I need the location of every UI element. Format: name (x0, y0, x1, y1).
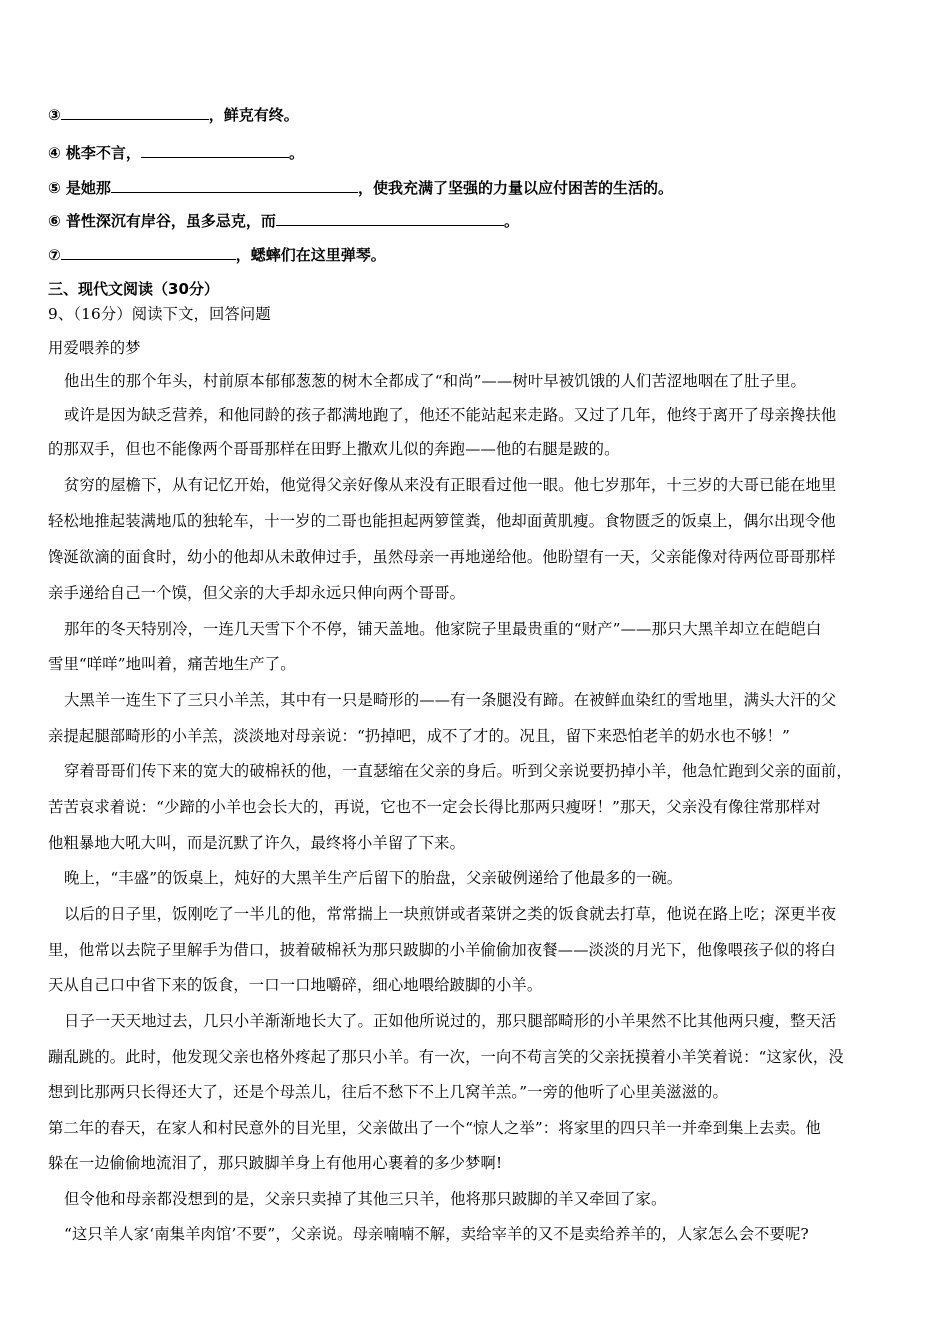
paragraph-line: 晚上，“丰盛”的饭桌上，炖好的大黑羊生产后留下的胎盘，父亲破例递给了他最多的一碗。 (64, 869, 683, 887)
paragraph-line: 以后的日子里，饭刚吃了一半儿的他，常常揣上一块煎饼或者菜饼之类的饭食就去打草，他说在路上吃；深更半夜 (64, 905, 837, 923)
paragraph-line: 苦苦哀求着说：“少蹄的小羊也会长大的，再说，它也不一定会长得比那两只瘦呀！”那天，父亲没有像往常那样对 (48, 798, 821, 816)
answer-blank-6[interactable] (276, 211, 504, 226)
blank-5-text-after: ，使我充满了坚强的力量以应付困苦的生活的。 (357, 179, 673, 197)
paragraph-line: 他粗暴地大吼大叫，而是沉默了许久，最终将小羊留了下来。 (48, 834, 466, 852)
paragraph-line: 亲提起腿部畸形的小羊羔，淡淡地对母亲说：“扔掉吧，成不了才的。况且，留下来恐怕老羊的奶水也不够！” (48, 727, 790, 745)
paragraph-line: 第二年的春天，在家人和村民意外的目光里，父亲做出了一个“惊人之举”：将家里的四只羊一并牵到集上去卖。他 (48, 1119, 821, 1137)
paragraph-line: 蹦乱跳的。此时，他发现父亲也格外疼起了那只小羊。有一次，一向不苟言笑的父亲抚摸着小羊笑着说：“这家伙，没 (48, 1048, 844, 1066)
blank-3-number: ③ (48, 106, 61, 124)
article-title: 用爱喂养的梦 (48, 339, 141, 357)
blank-6-text-after: 。 (503, 212, 519, 230)
blank-4-text-after: 。 (288, 144, 304, 162)
fill-blank-5 (48, 177, 910, 198)
paragraph-line: 想到比那两只长得还大了，还是个母羔儿，往后不愁下不上几窝羊羔。”一旁的他听了心里美滋滋的。 (48, 1083, 728, 1101)
question-prompt: 9、（16分）阅读下文，回答问题 (48, 305, 271, 323)
blank-4-text-before: ④ 桃李不言， (48, 144, 141, 162)
answer-blank-3[interactable] (61, 105, 209, 120)
paragraph-line: 穿着哥哥们传下来的宽大的破棉袄的他，一直瑟缩在父亲的身后。听到父亲说要扔掉小羊，他急忙跑到父亲的面前， (64, 762, 852, 780)
paragraph-line: 躲在一边偷偷地流泪了，那只跛脚羊身上有他用心裹着的多少梦啊! (48, 1154, 503, 1172)
paragraph-line: 里，他常以去院子里解手为借口，披着破棉袄为那只跛脚的小羊偷偷加夜餐——淡淡的月光下，他像喂孩子似的将白 (48, 941, 836, 959)
fill-blank-6 (48, 210, 910, 231)
paragraph-line: “这只羊人家‘南集羊肉馆’不要”，父亲说。母亲喃喃不解，卖给宰羊的又不是卖给养羊的，人家怎么会不要呢? (64, 1225, 809, 1243)
paragraph-line: 天从自己口中省下来的饭食，一口一口地嚼碎，细心地喂给跛脚的小羊。 (48, 976, 543, 994)
paragraph-line: 贫穷的屋檐下，从有记忆开始，他觉得父亲好像从来没有正眼看过他一眼。他七岁那年，十三岁的大哥已能在地里 (64, 476, 837, 494)
answer-blank-5[interactable] (111, 178, 358, 193)
blank-5-text-before: ⑤ 是她那 (48, 179, 111, 197)
fill-blank-4 (48, 142, 910, 163)
paragraph-line: 轻松地推起装满地瓜的独轮车，十一岁的二哥也能担起两箩筐粪，他却面黄肌瘦。食物匮乏的饭桌上，偶尔出现令他 (48, 512, 836, 530)
fill-blank-7 (48, 244, 910, 265)
blank-7-number: ⑦ (48, 246, 61, 264)
paragraph-line: 馋涎欲滴的面食时，幼小的他却从未敢伸过手，虽然母亲一再地递给他。他盼望有一天，父亲能像对待两位哥哥那样 (48, 548, 836, 566)
paragraph-line: 大黑羊一连生下了三只小羊羔，其中有一只是畸形的——有一条腿没有蹄。在被鲜血染红的雪地里，满头大汗的父 (64, 691, 837, 709)
paragraph-line: 的那双手，但也不能像两个哥哥那样在田野上撒欢儿似的奔跑——他的右腿是跛的。 (48, 440, 620, 458)
fill-blank-3 (48, 104, 910, 125)
answer-blank-4[interactable] (141, 143, 289, 158)
answer-blank-7[interactable] (61, 245, 236, 260)
paragraph-line: 或许是因为缺乏营养，和他同龄的孩子都满地跑了，他还不能站起来走路。又过了几年，他终于离开了母亲搀扶他 (64, 406, 837, 424)
paragraph-line: 雪里“咩咩”地叫着，痛苦地生产了。 (48, 655, 296, 673)
blank-6-text-before: ⑥ 普性深沉有岸谷，虽多忌克，而 (48, 212, 276, 230)
blank-3-text: ，鲜克有终。 (208, 106, 299, 124)
paragraph-line: 他出生的那个年头，村前原本郁郁葱葱的树木全都成了“和尚”——树叶早被饥饿的人们苦涩地咽在了肚子里。 (64, 372, 806, 390)
section-heading: 三、现代文阅读（30分） (48, 280, 219, 298)
paragraph-line: 但令他和母亲都没想到的是，父亲只卖掉了其他三只羊，他将那只跛脚的羊又牵回了家。 (64, 1190, 667, 1208)
paragraph-line: 那年的冬天特别冷，一连几天雪下个不停，铺天盖地。他家院子里最贵重的“财产”——那只大黑羊却立在皑皑白 (64, 620, 822, 638)
blank-7-text: ，蟋蟀们在这里弹琴。 (235, 246, 386, 264)
paragraph-line: 日子一天天地过去，几只小羊渐渐地长大了。正如他所说过的，那只腿部畸形的小羊果然不比其他两只瘦，整天活 (64, 1012, 837, 1030)
paragraph-line: 亲手递给自己一个馍，但父亲的大手却永远只伸向两个哥哥。 (48, 584, 466, 602)
